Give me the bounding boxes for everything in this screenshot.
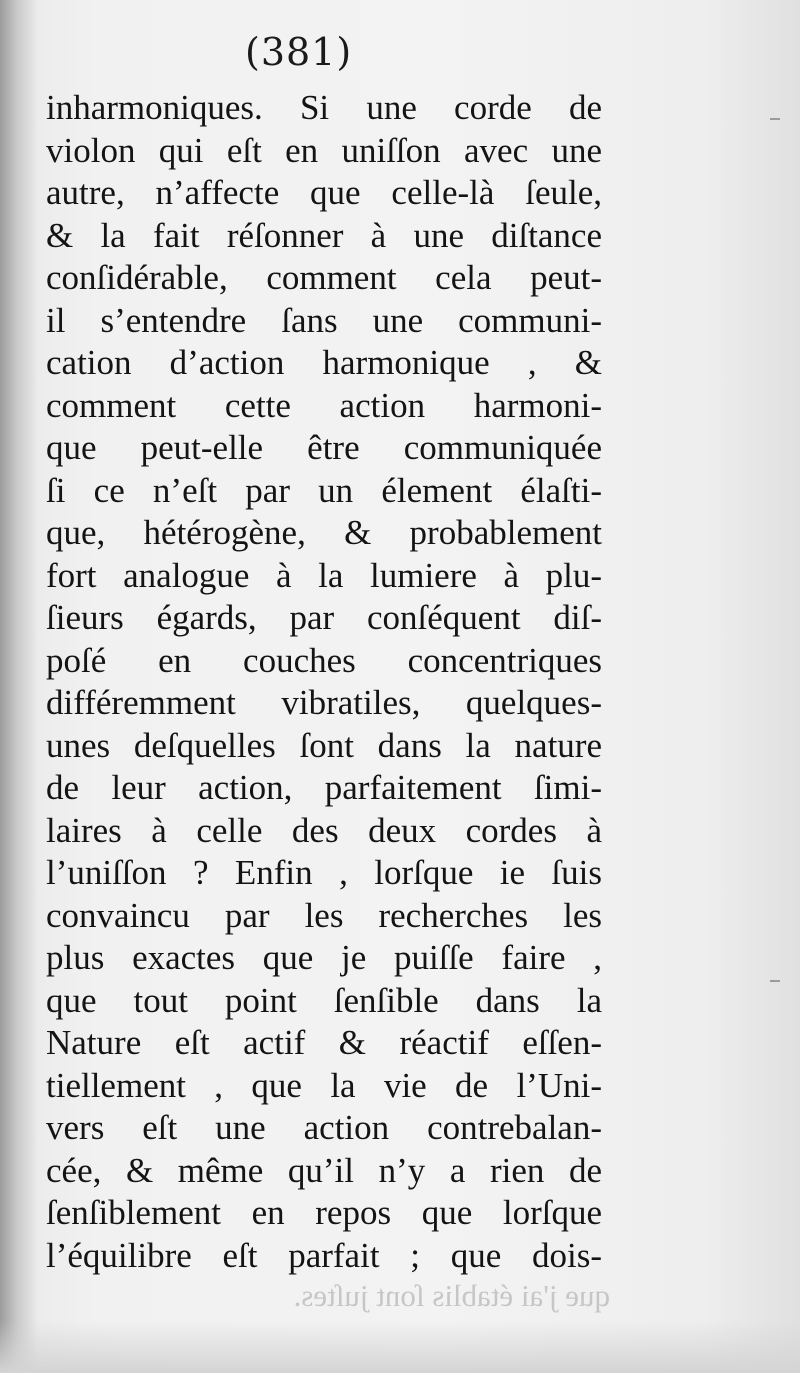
- text-line: ſi ce n’eſt par un élement élaſti-: [46, 470, 602, 510]
- text-line: vers eſt une action contrebalan-: [46, 1108, 602, 1147]
- text-line: convaincu par les recherches les: [46, 895, 602, 935]
- text-line: cation d’action harmonique , &: [46, 343, 602, 382]
- text-line: que tout point ſenſible dans la: [46, 980, 602, 1020]
- text-line: & la fait réſonner à une diſtance: [46, 215, 602, 255]
- text-line: que peut-elle être communiquée: [46, 428, 602, 467]
- text-line: laires à celle des deux cordes à: [46, 810, 602, 850]
- text-line: fort analogue à la lumiere à plu-: [46, 555, 602, 595]
- text-line: autre, n’affecte que celle-là ſeule,: [46, 173, 602, 212]
- bottom-shade: [0, 1320, 800, 1373]
- margin-mark: [770, 980, 780, 982]
- text-line: de leur action, parfaitement ſimi-: [46, 768, 602, 807]
- text-line: comment cette action harmoni-: [46, 385, 602, 425]
- text-line: cée, & même qu’il n’y a rien de: [46, 1150, 602, 1190]
- text-line: unes deſquelles ſont dans la nature: [46, 725, 602, 765]
- text-line: que, hétérogène, & probablement: [46, 513, 602, 552]
- gutter-shadow: [0, 0, 38, 1373]
- margin-mark: [770, 118, 780, 120]
- text-line: l’uniſſon ? Enfin , lorſque ie ſuis: [46, 853, 602, 892]
- text-line: il s’entendre ſans une communi-: [46, 300, 602, 340]
- text-line: conſidérable, comment cela peut-: [46, 258, 602, 297]
- text-line: ſieurs égards, par conſéquent diſ-: [46, 598, 602, 637]
- text-line: ſenſiblement en repos que lorſque: [46, 1193, 602, 1232]
- text-line: Nature eſt actif & réactif eſſen-: [46, 1023, 602, 1062]
- bleed-through-text: que j'ai établis ſont juſtes.: [293, 1278, 610, 1313]
- text-line: différemment vibratiles, quelques-: [46, 683, 602, 722]
- text-line: l’équilibre eſt parfait ; que dois-: [46, 1235, 602, 1275]
- text-line: inharmoniques. Si une corde de: [46, 88, 602, 127]
- text-line: poſé en couches concentriques: [46, 640, 602, 680]
- body-text: [46, 87, 602, 1277]
- text-line: plus exactes que je puiſſe faire ,: [46, 938, 602, 977]
- text-line: tiellement , que la vie de l’Uni-: [46, 1065, 602, 1105]
- text-line: violon qui eſt en uniſſon avec une: [46, 130, 602, 170]
- page-number: (381): [245, 30, 353, 74]
